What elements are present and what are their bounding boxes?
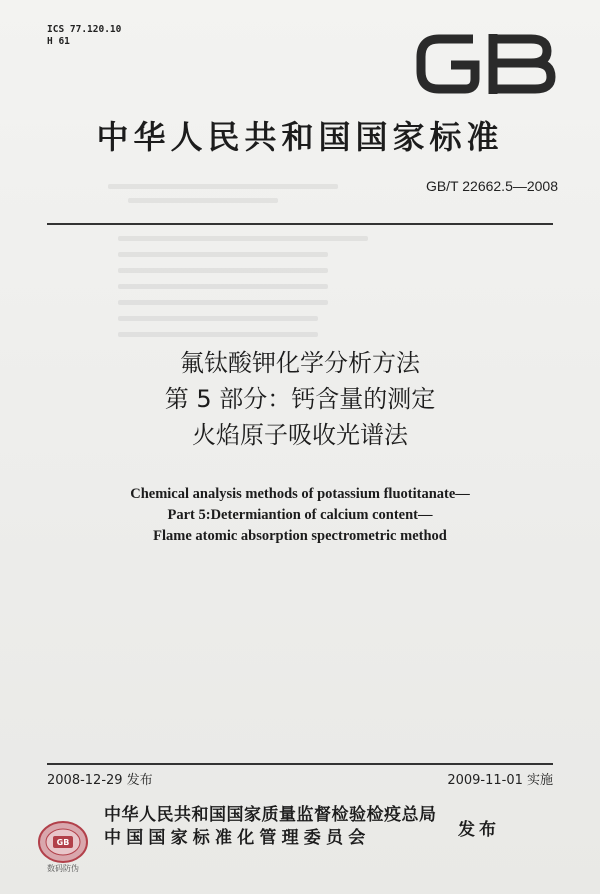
implementation-date: 2009-11-01 实施 — [447, 773, 553, 788]
classification-codes — [47, 24, 121, 48]
issue-date: 2008-12-29 发布 — [47, 773, 153, 788]
ics-code: ICS 77.120.10 — [47, 24, 122, 35]
gb-logo — [413, 27, 558, 101]
top-divider — [47, 223, 553, 225]
standard-number: GB/T 22662.5—2008 — [425, 178, 558, 194]
cn-title-line-1: 氟钛酸钾化学分析方法 — [180, 349, 420, 377]
en-title-line-2: Part 5:Determiantion of calcium content— — [167, 507, 433, 523]
en-title-line-1: Chemical analysis methods of potassium fluotitanate— — [130, 486, 470, 502]
anti-counterfeit-seal-icon — [33, 818, 93, 874]
en-title-line-3: Flame atomic absorption spectrometric method — [153, 528, 447, 544]
cn-title-line-2: 第 5 部分：钙含量的测定 — [164, 385, 436, 413]
issuer-line-1: 中华人民共和国国家质量监督检验检疫总局 — [104, 805, 437, 825]
issuing-authorities — [104, 804, 437, 850]
issuer-line-2: 中国国家标准化管理委员会 — [104, 828, 371, 848]
seal-caption: 数码防伪 — [47, 864, 79, 873]
english-title — [0, 484, 600, 547]
chinese-title — [0, 345, 600, 453]
standard-type-heading: 中华人民共和国国家标准 — [96, 118, 504, 156]
ccs-code: H 61 — [47, 36, 70, 47]
issue-action: 发布 — [458, 820, 500, 840]
svg-text:GB: GB — [56, 838, 70, 847]
cn-title-line-3: 火焰原子吸收光谱法 — [192, 421, 408, 449]
bottom-divider — [47, 763, 553, 765]
